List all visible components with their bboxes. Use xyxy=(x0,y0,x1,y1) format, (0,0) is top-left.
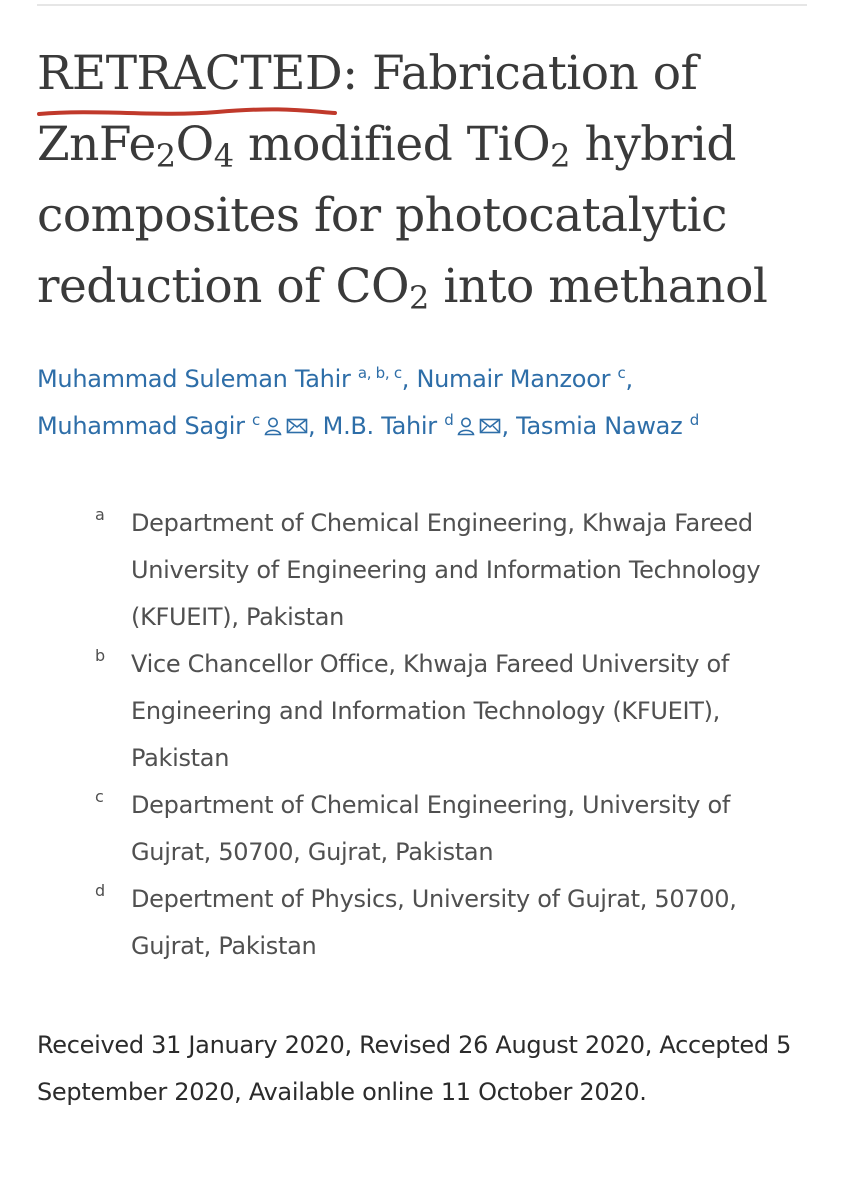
top-divider xyxy=(37,4,807,6)
envelope-icon[interactable] xyxy=(479,416,501,436)
author-name-link[interactable]: Muhammad Suleman Tahir xyxy=(37,365,351,393)
affiliation-label: c xyxy=(95,787,104,806)
author-mb-tahir: M.B. Tahir $^d$ , xyxy=(322,411,517,440)
affiliation-text: Department of Chemical Engineering, Khwaja Fareed University of Engineering and Information Technology (KFUEIT), Pakistan xyxy=(131,509,761,631)
affiliation-label: d xyxy=(95,881,105,900)
article-title: RETRACTED : Fabrication of $ZnFe_2O_4$ modified TiO$_2$ hybrid composites for photocatalytic reduction of $CO_2$ into methanol xyxy=(37,38,807,322)
author-name-link[interactable]: Numair Manzoor xyxy=(416,365,611,393)
affiliation-label: b xyxy=(95,646,105,665)
affiliation-item xyxy=(95,782,805,876)
person-icon[interactable] xyxy=(456,416,476,436)
person-icon[interactable] xyxy=(263,416,283,436)
affiliation-item xyxy=(95,876,805,970)
author-affiliation-sup[interactable]: d xyxy=(689,411,699,429)
author-list xyxy=(37,356,817,450)
author-affiliation-sup[interactable]: d xyxy=(444,411,454,429)
affiliation-item xyxy=(95,641,805,782)
author-name-link[interactable]: Muhammad Sagir xyxy=(37,412,245,440)
author-name-link[interactable]: M.B. Tahir xyxy=(322,412,437,440)
author-numair-manzoor: Numair Manzoor $^c$, xyxy=(416,364,633,393)
author-affiliation-sup[interactable]: a, b, c xyxy=(357,364,402,382)
author-tasmia-nawaz xyxy=(516,412,699,440)
author-muhammad-suleman-tahir: Muhammad Suleman Tahir $^{a, b, c}$, xyxy=(37,364,417,393)
author-affiliation-sup[interactable]: c xyxy=(252,411,260,429)
affiliation-list xyxy=(95,500,805,970)
article-history-dates: Received 31 January 2020, Revised 26 August 2020, Accepted 5 September 2020, Available online 11 October 2020. xyxy=(37,1031,792,1106)
affiliation-item xyxy=(95,500,805,641)
envelope-icon[interactable] xyxy=(286,416,308,436)
affiliation-label: a xyxy=(95,505,105,524)
author-affiliation-sup[interactable]: c xyxy=(617,364,626,382)
author-name-link[interactable]: Tasmia Nawaz xyxy=(516,412,683,440)
affiliation-text: Vice Chancellor Office, Khwaja Fareed University of Engineering and Information Technology (KFUEIT), Pakistan xyxy=(131,650,730,772)
retracted-label: RETRACTED xyxy=(37,38,342,109)
affiliation-text: Depertment of Physics, University of Gujrat, 50700, Gujrat, Pakistan xyxy=(131,885,737,960)
affiliation-text: Department of Chemical Engineering, University of Gujrat, 50700, Gujrat, Pakistan xyxy=(131,791,730,866)
author-muhammad-sagir: Muhammad Sagir $^c$ , xyxy=(37,411,323,440)
